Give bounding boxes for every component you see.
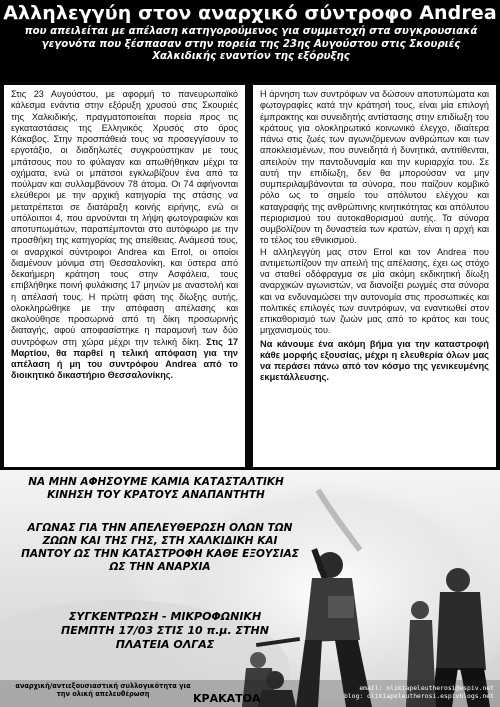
header-banner xyxy=(0,0,500,82)
poster xyxy=(0,470,500,707)
right-closing-statement: Να κάνουμε ένα ακόμη βήμα για την καταστροφή κάθε μορφής εξουσίας, μέχρι η ελευθερία όλων μας να περάσει πάνω από τον κόσμο της γενικευμένης εκμετάλλευσης. xyxy=(260,338,489,383)
krakatoa-logo xyxy=(193,692,261,705)
riot-photo xyxy=(0,470,500,707)
page-title: Αλληλεγγύη στον αναρχικό σύντροφο Andrea xyxy=(3,2,497,24)
contact-blog: blog: olikiapeleutherosi.espivblogs.net xyxy=(343,692,494,701)
right-paragraph-2: Η αλληλεγγύη μας στον Errol και τον Andrea που αντιμετωπίζουν την απειλή της απέλασης, έχει ως στόχο να σταθεί οδόφραγμα σε μία ακόμη εκδικητική δίωξη αναρχικών αγωνιστών, να διανοίξει ρωγμές στα σύνορα και να ενδυναμώσει την αυτονομία στις προσωπικές και πολιτικές επιλογές των συντρόφων, να εναντιωθεί στον επικαθορισμό των ζωών μας από το κράτος και τους μηχανισμούς του. xyxy=(260,246,489,336)
left-paragraph-text: Στις 23 Αυγούστου, με αφορμή το πανευρωπαϊκό κάλεσμα ενάντια στην εξόρυξη χρυσού στις Σκουριές της Χαλκιδικής, πραγματοποιείται πορεία προς τις εγκαταστάσεις της Ελληνικός Χρυσός στο όρος Κάκαβος. Στην προσπάθειά τους να προσεγγίσουν το εργοτάξιο, οι διαδηλωτές συγκρούστηκαν με τους μπάτσους που το φύλαγαν και απωθήθηκαν μέχρι τα οχήματα, ενώ οι μπάτσοι εγκλωβίζουν ένα από τα πούλμαν και συλλαμβάνουν 78 άτομα. Οι 74 αφήνονται ελεύθεροι με την αρχική κατηγορία της στάσης να μετατρέπεται σε διατάραξη κοινής ειρήνης, ενώ οι υπόλοιποι 4, που αρνούνται τη λήψη φωτογραφιών και αποτυπωμάτων, παραπέμπονται στο αυτόφωρο με την προσθήκη της κατηγορίας της απείθειας. Ανάμεσά τους, οι αναρχικοί σύντροφοι Andrea και Errol, οι οποίοι διαμένουν μόνιμα στη Θεσσαλονίκη, και ύστερα από δεκαήμερη κράτηση τους στην Ασφάλεια, τους επιβλήθηκε ποινή φυλάκισης 17 μηνών με αναστολή και η απέλασή τους. Η πρώτη φάση της δίωξης αυτής, ολοκληρώθηκε με την απόφαση απέλασης και ακολούθησε προσωρινά από τη δίκη προσωρινής διαταγής, αφού αποφασίστηκε η παραμονή των δύο συντρόφων στη χώρα μέχρι την τελική δίκη. xyxy=(11,89,238,347)
left-bold-statement: Στις 17 Μαρτίου, θα παρθεί η τελική απόφαση για την απέλαση ή μη του συντρόφου Andrea από το διοικητικό δικαστήριο Θεσσαλονίκης. xyxy=(11,336,239,381)
contact-email: email: olikiapeleutherosi@espiv.net xyxy=(359,684,494,692)
poster-slogan-1: ΝΑ ΜΗΝ ΑΦΗΣΟΥΜΕ ΚΑΜΙΑ ΚΑΤΑΣΤΑΛΤΙΚΗ ΚΙΝΗΣΗ ΤΟΥ ΚΡΑΤΟΥΣ ΑΝΑΠΑΝΤΗΤΗ xyxy=(28,476,284,501)
contact-info xyxy=(312,684,494,701)
article-body xyxy=(0,82,500,470)
right-paragraph-1: Η άρνηση των συντρόφων να δώσουν αποτυπώματα και φωτογραφίες κατά την κράτησή τους, είναι μία επιλογή έμπρακτης και συνειδητής αντίστασης στην επιδίωξη του κράτους για ολοκληρωτικό κοινωνικό έλεγχο, ιδιαίτερα πάνω στις ζωές των αγωνιζόμενων ανθρώπων και των αποκλεισμένων, που συνειδητά ή δυνητικά, αντιτίθενται, απειλούν την παντοδυναμία και την κυριαρχία του. Σε αυτή την επιδίωξη, δεν θα μπορούσαν να μην συμπεριλαμβάνονται τα σύνορα, που παίζουν κομβικό ρόλο ως το σημείο του απόλυτου ελέγχου και καταγραφής της ανθρώπινης κινητικότητας και απόλυτου περιορισμού του αυτοκαθορισμού αυτής. Τα σύνορα συμβολίζουν τη δυναστεία των κρατών, είναι η αρχή και το τέλος του εθνικισμού. xyxy=(260,89,489,246)
krakatoa-logo-text: ΚΡΑΚΑΤΟΑ xyxy=(193,692,261,705)
article-left-column xyxy=(4,85,245,467)
collective-signature: αναρχική/αντιεξουσιαστική συλλογικότητα για την ολική απελευθέρωση xyxy=(15,682,191,698)
poster-slogan-2: ΑΓΩΝΑΣ ΓΙΑ ΤΗΝ ΑΠΕΛΕΥΘΕΡΩΣΗ ΟΛΩΝ ΤΩΝ ΖΩΩΝ ΚΑΙ ΤΗΣ ΓΗΣ, ΣΤΗ ΧΑΛΚΙΔΙΚΗ ΚΑΙ ΠΑΝΤΟΥ ΩΣ ΤΗΝ ΚΑΤΑΣΤΡΟΦΗ ΚΑΘΕ ΕΞΟΥΣΙΑΣ ΩΣ ΤΗΝ ΑΝΑΡΧΙΑ xyxy=(21,522,299,573)
left-paragraph xyxy=(11,89,238,382)
article-right-column xyxy=(253,85,496,467)
page-subtitle: που απειλείται με απέλαση κατηγορούμενος για συμμετοχή στα συγκρουσιακά γεγονότα που ξέσπασαν στην πορεία της 23ης Αυγούστου στις Σκουριές Χαλκιδικής εναντίον της εξόρυξης xyxy=(24,26,478,63)
poster-event-info: ΣΥΓΚΕΝΤΡΩΣΗ - ΜΙΚΡΟΦΩΝΙΚΗ ΠΕΜΠΤΗ 17/03 ΣΤΙΣ 10 π.μ. ΣΤΗΝ ΠΛΑΤΕΙΑ ΟΛΓΑΣ xyxy=(61,610,269,651)
